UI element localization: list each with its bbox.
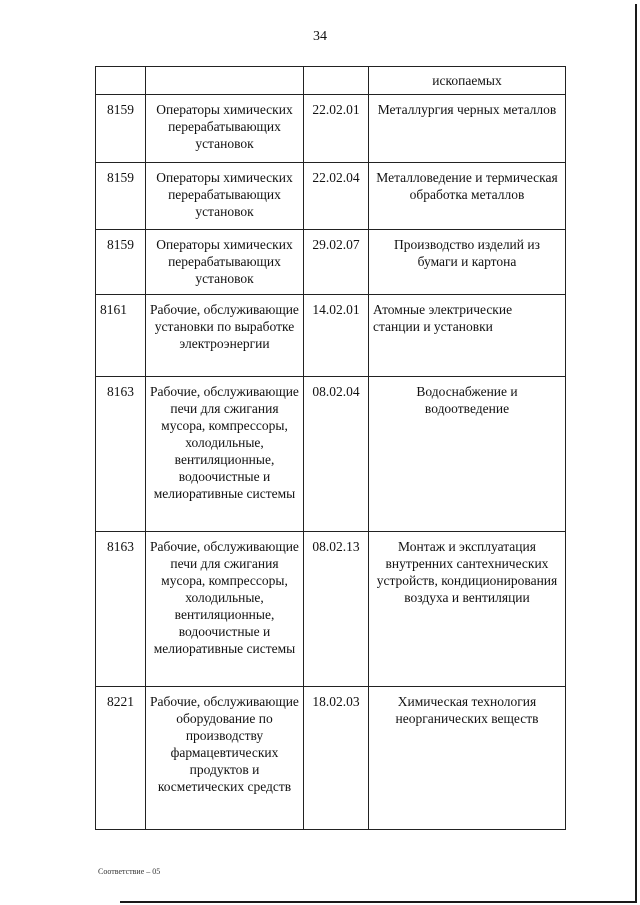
occupation-code-cell: 8163 xyxy=(96,377,146,532)
occupation-name-cell: Операторы химических перерабатывающих установок xyxy=(146,95,304,163)
table-row xyxy=(96,95,566,163)
specialty-code-cell: 08.02.04 xyxy=(304,377,369,532)
occupation-code-cell: 8159 xyxy=(96,95,146,163)
occupation-code-cell: 8159 xyxy=(96,230,146,295)
table-row xyxy=(96,163,566,230)
specialty-code-cell: 29.02.07 xyxy=(304,230,369,295)
occupation-code-cell: 8159 xyxy=(96,163,146,230)
specialty-name-cell: Монтаж и эксплуатация внутренних сантехнических устройств, кондиционирования воздуха и вентиляции xyxy=(369,532,566,687)
specialty-name-cell: ископаемых xyxy=(369,67,566,95)
occupation-name-cell: Рабочие, обслуживающие установки по выработке электроэнергии xyxy=(146,295,304,377)
occupation-name-cell: Операторы химических перерабатывающих установок xyxy=(146,230,304,295)
specialty-name-cell: Водоснабжение и водоотведение xyxy=(369,377,566,532)
specialty-name-cell: Химическая технология неорганических веществ xyxy=(369,687,566,830)
specialty-code-cell: 18.02.03 xyxy=(304,687,369,830)
occupation-code-cell: 8163 xyxy=(96,532,146,687)
specialty-code-cell xyxy=(304,67,369,95)
specialty-code-cell: 22.02.04 xyxy=(304,163,369,230)
page-number: 34 xyxy=(313,29,327,44)
occupation-code-cell xyxy=(96,67,146,95)
occupation-code-cell: 8161 xyxy=(96,295,146,377)
document-footer: Соответствие – 05 xyxy=(98,867,161,876)
occupation-name-cell: Операторы химических перерабатывающих установок xyxy=(146,163,304,230)
specialty-name-cell: Атомные электрические станции и установки xyxy=(369,295,566,377)
page-frame-bottom xyxy=(120,901,637,903)
specialty-code-cell: 14.02.01 xyxy=(304,295,369,377)
occupation-specialty-table xyxy=(95,66,566,830)
specialty-name-cell: Металлургия черных металлов xyxy=(369,95,566,163)
table-row xyxy=(96,532,566,687)
table-row xyxy=(96,295,566,377)
page-frame-right xyxy=(635,4,637,901)
occupation-name-cell: Рабочие, обслуживающие печи для сжигания мусора, компрессоры, холодильные, вентиляционные, водоочистные и мелиоративные системы xyxy=(146,377,304,532)
occupation-name-cell: Рабочие, обслуживающие печи для сжигания мусора, компрессоры, холодильные, вентиляционные, водоочистные и мелиоративные системы xyxy=(146,532,304,687)
specialty-code-cell: 22.02.01 xyxy=(304,95,369,163)
table-row xyxy=(96,687,566,830)
occupation-code-cell: 8221 xyxy=(96,687,146,830)
occupation-name-cell xyxy=(146,67,304,95)
specialty-code-cell: 08.02.13 xyxy=(304,532,369,687)
specialty-name-cell: Производство изделий из бумаги и картона xyxy=(369,230,566,295)
table-row xyxy=(96,67,566,95)
table-row xyxy=(96,230,566,295)
table-row xyxy=(96,377,566,532)
occupation-name-cell: Рабочие, обслуживающие оборудование по производству фармацевтических продуктов и косметических средств xyxy=(146,687,304,830)
specialty-name-cell: Металловедение и термическая обработка металлов xyxy=(369,163,566,230)
